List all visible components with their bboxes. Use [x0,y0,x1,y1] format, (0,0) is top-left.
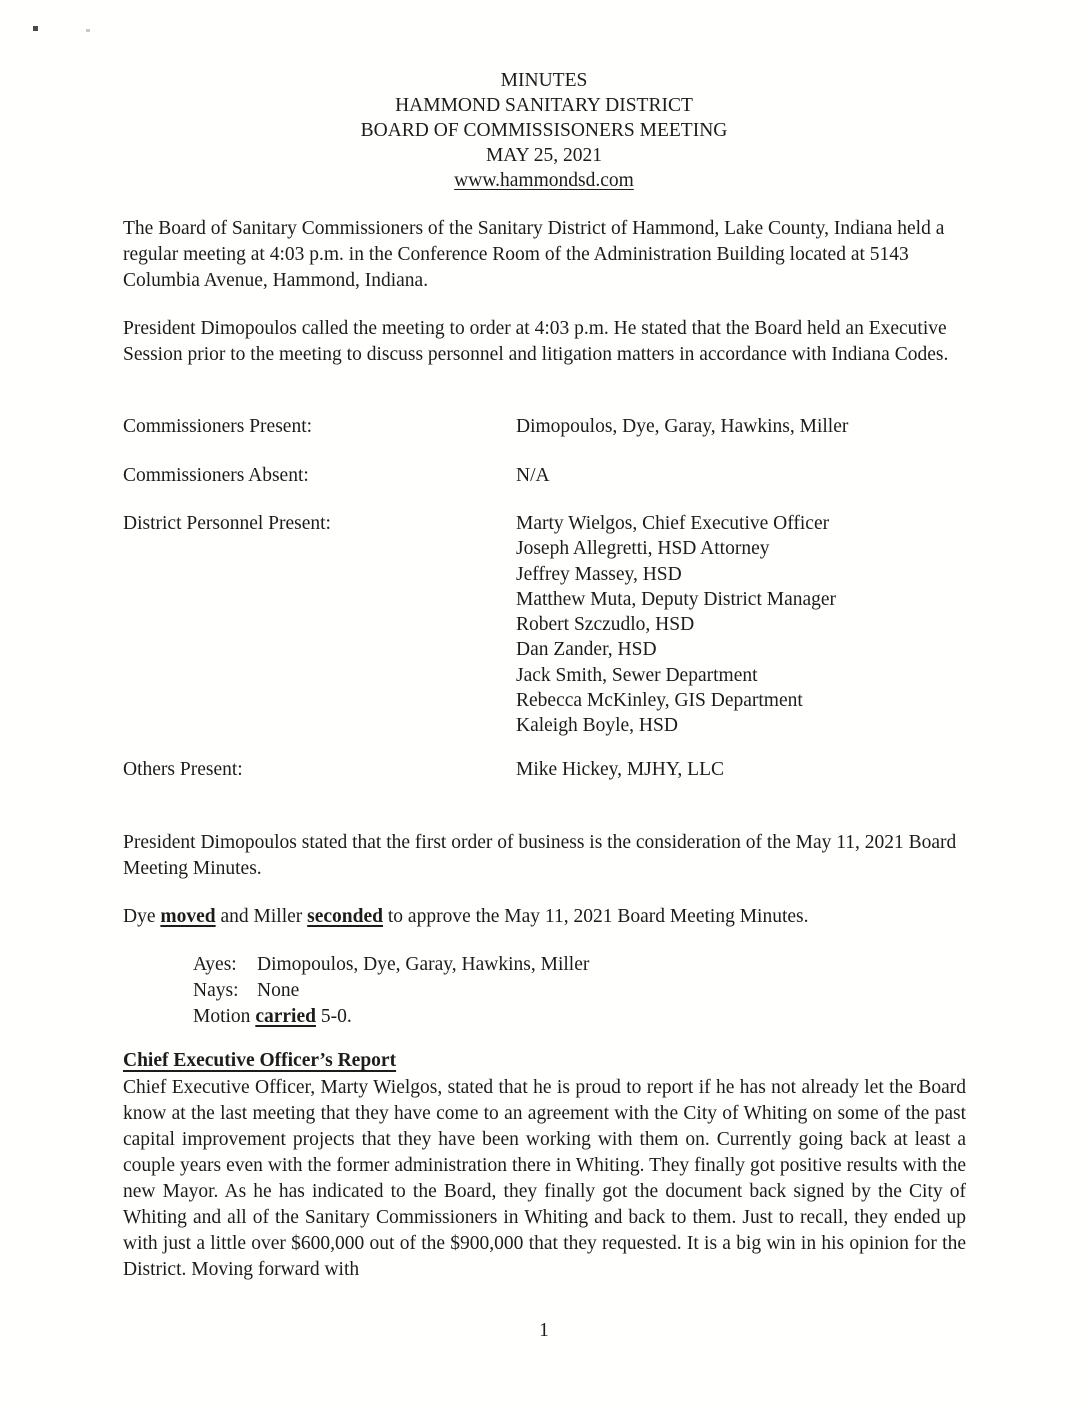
personnel-list [516,511,966,739]
header-org: HAMMOND SANITARY DISTRICT [395,95,693,116]
intro-paragraph-1: The Board of Sanitary Commissioners of the Sanitary District of Hammond, Lake County, Indiana held a regular meeting at 4:03 p.m. in the Conference Room of the Administration Building located at 5143 Columbia Avenue, Hammond, Indiana. [123,218,945,291]
personnel-item: Rebecca McKinley, GIS Department [516,690,803,712]
page-number: 1 [539,1320,549,1341]
others-value: Mike Hickey, MJHY, LLC [516,759,724,780]
ceo-report-body: Chief Executive Officer, Marty Wielgos, stated that he is proud to report if he has not already let the Board know at the last meeting that they have come to an agreement with the City of Whiting on some of the past capital improvement projects that they have been working with them on. Currently going back at least a couple years even with the former administration there in Whiting. They finally got positive results with the new Mayor. As he has indicated to the Board, they finally got the document back signed by the City of Whiting and all of the Sanitary Commissioners in Whiting and back to them. Just to recall, they ended up with just a little over $600,000 out of the $900,000 that they requested. It is a big win in his opinion for the District. Moving forward with [123,1077,966,1280]
personnel-label: District Personnel Present: [123,513,331,534]
ayes-value: Dimopoulos, Dye, Garay, Hawkins, Miller [257,954,590,975]
nays-value: None [257,980,300,1001]
motion-text: Dye [123,906,161,927]
personnel-item: Matthew Muta, Deputy District Manager [516,588,837,610]
motion-text: to approve the May 11, 2021 Board Meeting Minutes. [383,906,809,927]
intro-paragraph-2: President Dimopoulos called the meeting to order at 4:03 p.m. He stated that the Board held an Executive Session prior to the meeting to discuss personnel and litigation matters in accordance with Indiana Codes. [123,318,949,365]
others-label: Others Present: [123,759,243,780]
personnel-item: Jeffrey Massey, HSD [516,563,682,585]
present-value: Dimopoulos, Dye, Garay, Hawkins, Miller [516,416,849,437]
personnel-item: Jack Smith, Sewer Department [516,664,758,686]
vote-block [193,952,893,1030]
motion-seconded-word: seconded [307,906,383,927]
ayes-label: Ayes: [193,954,237,975]
personnel-item: Marty Wielgos, Chief Executive Officer [516,513,830,534]
nays-label: Nays: [193,980,239,1001]
present-label: Commissioners Present: [123,416,313,437]
scan-speck [33,26,38,31]
website-link: www.hammondsd.com [454,170,634,191]
header-date: MAY 25, 2021 [485,145,603,166]
absent-value: N/A [516,465,550,486]
vote-motion-row [193,1004,893,1030]
personnel-item: Dan Zander, HSD [516,639,657,661]
attendance-row-present [123,414,966,440]
ceo-report-heading: Chief Executive Officer’s Report [123,1050,397,1071]
business-paragraph: President Dimopoulos stated that the first order of business is the consideration of the May 11, 2021 Board Meeting Minutes. [123,832,957,879]
attendance-row-absent [123,463,966,489]
motion-carried-word: carried [255,1006,316,1027]
motion-text: and Miller [215,906,308,927]
header-meeting: BOARD OF COMMISSISONERS MEETING [360,120,728,141]
attendance-row-others [123,757,966,783]
motion-moved-word: moved [160,906,216,927]
personnel-item: Robert Szczudlo, HSD [516,614,695,636]
vote-ayes-row [193,952,893,978]
header-title: MINUTES [500,70,588,91]
motion-sentence [123,904,966,930]
attendance-row-personnel [123,511,966,739]
document-header [0,68,1088,193]
motion-result-text: Motion [193,1006,256,1027]
scan-speck [86,29,90,32]
personnel-item: Joseph Allegretti, HSD Attorney [516,538,770,560]
personnel-item: Kaleigh Boyle, HSD [516,715,678,737]
vote-nays-row [193,978,893,1004]
ceo-report-section [123,1048,966,1074]
motion-result-text: 5-0. [315,1006,352,1027]
absent-label: Commissioners Absent: [123,465,309,486]
